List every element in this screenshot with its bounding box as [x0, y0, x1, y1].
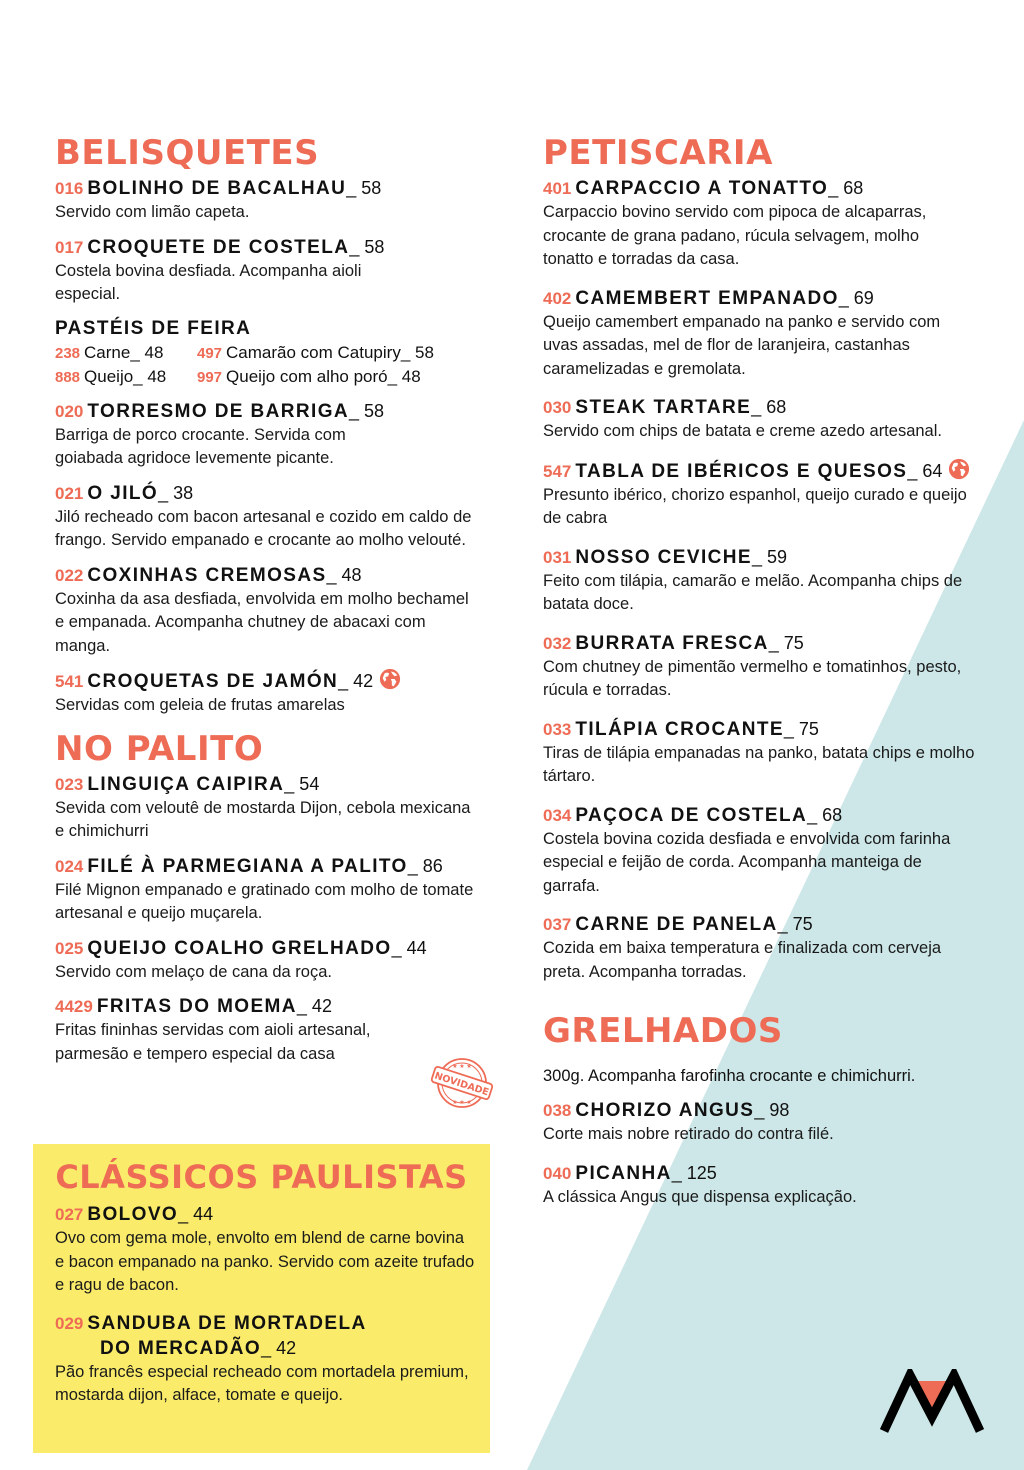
item-name: QUEIJO COALHO GRELHADO	[87, 937, 392, 959]
globe-icon	[379, 668, 401, 690]
pastel-option	[197, 341, 495, 365]
menu-item	[543, 1161, 1003, 1210]
pastel-option	[55, 365, 197, 389]
item-name: TABLA DE IBÉRICOS E QUESOS	[575, 460, 908, 482]
item-description: Fritas fininhas servidas com aioli artesanal, parmesão e tempero especial da casa	[55, 1021, 371, 1063]
item-code: 038	[543, 1101, 572, 1120]
item-description: A clássica Angus que dispensa explicação.	[543, 1187, 857, 1206]
menu-item	[543, 803, 1003, 899]
globe-icon	[948, 458, 970, 480]
item-code: 022	[55, 565, 84, 585]
pastel-label: Queijo	[84, 366, 134, 386]
item-name: TORRESMO DE BARRIGA	[87, 400, 350, 422]
item-description: Sevida com veloutê de mostarda Dijon, cebola mexicana e chimichurri	[55, 798, 471, 840]
item-price: _ 42	[296, 996, 332, 1016]
menu-item	[543, 1098, 1003, 1147]
item-description: Com chutney de pimentão vermelho e tomatinhos, pesto, rúcula e torradas.	[543, 657, 962, 699]
item-name: BURRATA FRESCA	[575, 632, 769, 654]
item-code: 4429	[55, 997, 93, 1016]
svg-text:★ ★ ★: ★ ★ ★	[452, 1064, 472, 1070]
menu-item	[543, 458, 1003, 531]
item-description: Pão francês especial recheado com mortadela premium, mostarda dijon, alface, tomate e queijo.	[55, 1362, 469, 1404]
item-price: _ 75	[783, 718, 819, 739]
item-name: SANDUBA DE MORTADELA	[87, 1312, 367, 1334]
item-price: _ 48	[133, 366, 167, 386]
item-name: FILÉ À PARMEGIANA A PALITO	[87, 855, 408, 877]
menu-item	[543, 176, 1003, 272]
item-name: BOLOVO	[87, 1204, 179, 1225]
item-name: LINGUIÇA CAIPIRA	[87, 773, 285, 795]
item-price: _ 44	[391, 937, 427, 958]
menu-item	[55, 936, 495, 985]
pasteis-options	[55, 341, 495, 389]
item-code: 033	[543, 719, 572, 739]
item-code: 023	[55, 774, 84, 794]
item-description: Ovo com gema mole, envolto em blend de carne bovina e bacon empanado na panko. Servido com azeite trufado e ragu de bacon.	[55, 1229, 475, 1294]
menu-item	[55, 176, 495, 225]
item-code: 032	[543, 633, 572, 653]
item-code: 017	[55, 237, 84, 257]
item-name: CAMEMBERT EMPANADO	[575, 287, 839, 309]
item-description: Barriga de porco crocante. Servida com goiabada agridoce levemente picante.	[55, 425, 346, 467]
item-description: Servido com limão capeta.	[55, 203, 250, 221]
item-code: 029	[55, 1313, 84, 1333]
section-grelhados	[543, 1010, 1003, 1209]
item-name: COXINHAS CREMOSAS	[87, 564, 327, 586]
item-price: _ 58	[349, 236, 385, 257]
menu-item	[543, 286, 1003, 382]
item-description: Costela bovina desfiada. Acompanha aioli especial.	[55, 261, 362, 303]
item-price: _ 48	[326, 564, 362, 585]
item-description: Carpaccio bovino servido com pipoca de alcaparras, crocante de grana padano, rúcula selvagem, molho tonatto e torradas da casa.	[543, 203, 927, 268]
item-price: _ 42	[338, 671, 374, 691]
item-description: Corte mais nobre retirado do contra filé.	[543, 1125, 834, 1143]
item-price: _ 44	[178, 1204, 214, 1224]
item-price: _ 86	[407, 855, 443, 876]
item-name: STEAK TARTARE	[575, 397, 752, 418]
item-name: TILÁPIA CROCANTE	[575, 718, 784, 740]
item-description: Costela bovina cozida desfiada e envolvida com farinha especial e feijão de corda. Acompanha manteiga de garrafa.	[543, 829, 951, 895]
menu-item	[55, 668, 495, 718]
item-description: Coxinha da asa desfiada, envolvida em molho bechamel e empanada. Acompanha chutney de abacaxi com manga.	[55, 589, 469, 655]
item-code: 021	[55, 483, 84, 503]
section-title: GRELHADOS	[543, 1011, 783, 1051]
item-name: BOLINHO DE BACALHAU	[87, 178, 347, 199]
item-description: Filé Mignon empanado e gratinado com molho de tomate artesanal e queijo muçarela.	[55, 880, 474, 922]
item-price: _ 98	[754, 1100, 790, 1120]
item-code: 030	[543, 398, 572, 417]
item-price: _ 75	[768, 632, 804, 653]
item-price: _ 125	[671, 1162, 717, 1183]
item-price: _ 42	[261, 1337, 297, 1358]
svg-text:NOVIDADE: NOVIDADE	[433, 1070, 490, 1099]
item-name: CROQUETAS DE JAMÓN	[87, 671, 339, 692]
section-no-palito	[55, 728, 495, 1067]
item-name: PICANHA	[575, 1162, 672, 1184]
item-code: 402	[543, 288, 572, 308]
item-code: 034	[543, 805, 572, 825]
item-description: Servido com melaço de cana da roça.	[55, 962, 332, 981]
menu-item	[543, 912, 1003, 984]
item-price: _ 54	[284, 773, 320, 794]
item-code: 497	[197, 344, 223, 362]
item-price: _ 38	[158, 482, 194, 503]
item-code: 401	[543, 179, 572, 198]
item-code: 040	[543, 1163, 572, 1183]
item-description: Cozida em baixa temperatura e finalizada com cerveja preta. Acompanha torradas.	[543, 939, 942, 981]
item-price: _ 58	[400, 342, 434, 362]
right-column	[543, 132, 1003, 1219]
pastel-option	[55, 341, 197, 365]
section-title: PETISCARIA	[543, 133, 773, 173]
item-price: _ 68	[751, 397, 787, 417]
item-description: Servidas com geleia de frutas amarelas	[55, 696, 345, 714]
item-code: 024	[55, 856, 84, 876]
item-description: Jiló recheado com bacon artesanal e cozido em caldo de frango. Servido empanado e crocante ao molho velouté.	[55, 507, 472, 549]
m-logo-icon	[880, 1369, 984, 1433]
item-code: 541	[55, 672, 84, 691]
pastel-label: Camarão com Catupiry	[226, 342, 401, 362]
menu-item	[55, 235, 495, 307]
section-petiscaria	[543, 132, 1003, 984]
grelhados-note: 300g. Acompanha farofinha crocante e chimichurri.	[543, 1067, 916, 1085]
item-code: 997	[197, 368, 223, 386]
menu-item	[543, 395, 1003, 444]
item-name: O JILÓ	[87, 482, 159, 504]
section-title: NO PALITO	[55, 728, 264, 769]
item-code: 037	[543, 915, 572, 934]
menu-item	[55, 1202, 490, 1298]
menu-item	[55, 854, 495, 926]
item-name: CARNE DE PANELA	[575, 914, 778, 935]
menu-item	[55, 481, 495, 553]
item-code: 888	[55, 368, 81, 386]
item-description: Feito com tilápia, camarão e melão. Acompanha chips de batata doce.	[543, 571, 963, 613]
menu-item	[55, 772, 495, 844]
pasteis-group	[55, 317, 495, 389]
item-name: NOSSO CEVICHE	[575, 546, 752, 568]
item-price: _ 64	[907, 460, 943, 481]
item-price: _ 68	[828, 178, 864, 198]
item-code: 031	[543, 547, 572, 567]
section-classicos-paulistas	[33, 1144, 490, 1453]
item-price: _ 75	[777, 914, 813, 934]
item-price: _ 59	[751, 546, 787, 567]
item-price: _ 68	[807, 804, 843, 825]
pastel-label: Queijo com alho poró	[226, 366, 388, 386]
novidade-badge-icon	[430, 1054, 494, 1112]
item-code: 016	[55, 179, 84, 198]
menu-item	[55, 994, 495, 1066]
item-name: CHORIZO ANGUS	[575, 1100, 755, 1121]
item-code: 025	[55, 938, 84, 958]
item-code: 027	[55, 1205, 84, 1224]
item-name-continued: DO MERCADÃO	[100, 1337, 262, 1359]
item-code: 020	[55, 401, 84, 421]
item-name: PAÇOCA DE COSTELA	[575, 804, 808, 826]
left-column	[55, 132, 495, 1076]
item-name: CROQUETE DE COSTELA	[87, 236, 350, 258]
item-description: Servido com chips de batata e creme azedo artesanal.	[543, 422, 942, 440]
pastel-label: Carne	[84, 342, 131, 362]
svg-text:★ ★ ★: ★ ★ ★	[452, 1100, 472, 1106]
section-title: BELISQUETES	[55, 133, 320, 173]
item-code: 238	[55, 344, 81, 362]
item-price: _ 69	[838, 287, 874, 308]
item-price: _ 58	[349, 400, 385, 421]
item-name: FRITAS DO MOEMA	[96, 996, 297, 1017]
item-name: CARPACCIO A TONATTO	[575, 178, 829, 199]
pasteis-title: PASTÉIS DE FEIRA	[55, 317, 252, 339]
menu-item	[55, 563, 495, 659]
menu-item	[543, 545, 1003, 617]
item-price: _ 58	[346, 178, 382, 198]
item-description: Tiras de tilápia empanadas na panko, batata chips e molho tártaro.	[543, 743, 975, 785]
section-title: CLÁSSICOS PAULISTAS	[55, 1158, 468, 1196]
item-price: _ 48	[130, 342, 164, 362]
item-code: 547	[543, 461, 572, 481]
menu-item	[543, 631, 1003, 703]
section-belisquetes	[55, 132, 495, 718]
item-price: _ 48	[387, 366, 421, 386]
menu-item	[55, 1312, 490, 1408]
menu-item	[543, 717, 1003, 789]
item-description: Queijo camembert empanado na panko e servido com uvas assadas, mel de flor de laranjeira, castanhas caramelizadas e gremolata.	[543, 312, 941, 378]
menu-item	[55, 399, 495, 471]
item-description: Presunto ibérico, chorizo espanhol, queijo curado e queijo de cabra	[543, 485, 967, 527]
pastel-option	[197, 365, 495, 389]
